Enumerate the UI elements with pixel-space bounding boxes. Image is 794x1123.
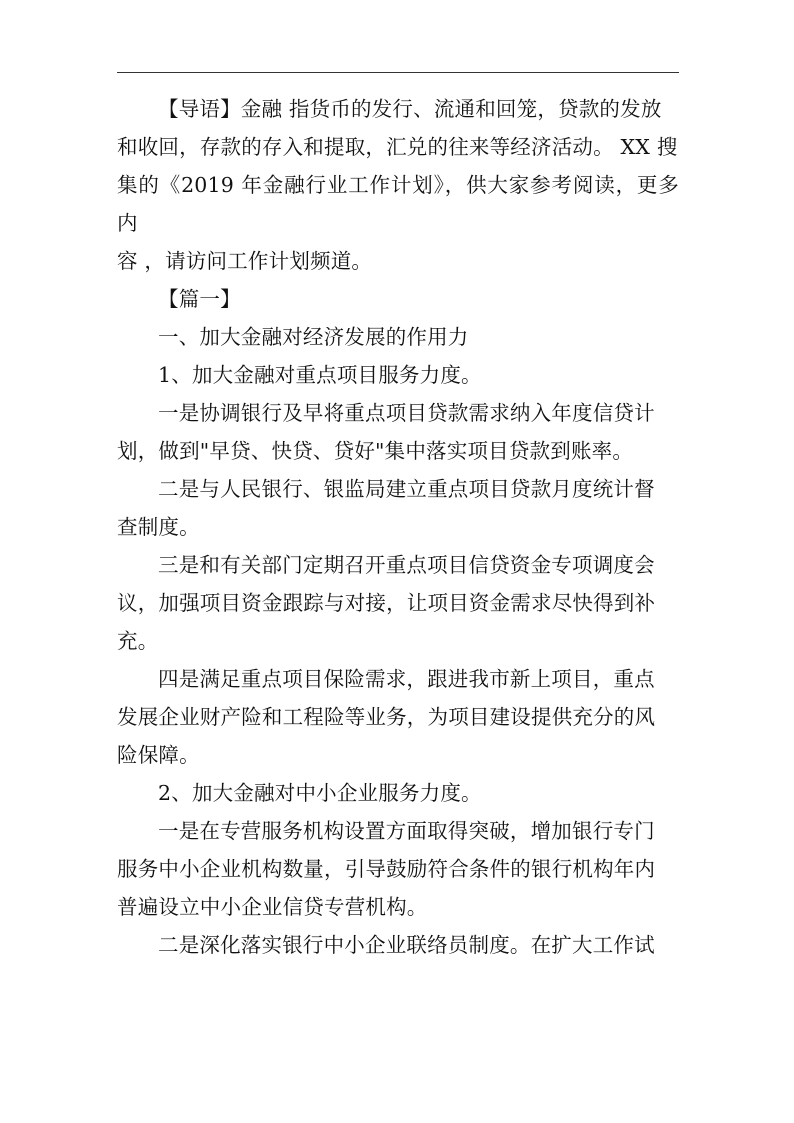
text-line: 三是和有关部门定期召开重点项目信贷资金专项调度会	[158, 553, 655, 577]
text-line: 充。	[117, 629, 159, 653]
text-line: 一是协调银行及早将重点项目贷款需求纳入年度信贷计	[158, 401, 655, 425]
text-line: 服务中小企业机构数量，引导鼓励符合条件的银行机构年内	[117, 857, 656, 881]
text-line: 发展企业财产险和工程险等业务，为项目建设提供充分的风	[117, 705, 656, 729]
header-rule	[117, 72, 679, 73]
text-line: 【篇一】	[158, 287, 241, 311]
text-line: 二是深化落实银行中小企业联络员制度。在扩大工作试	[158, 933, 655, 957]
text-line: 普遍设立中小企业信贷专营机构。	[117, 895, 428, 919]
document-body	[117, 90, 679, 964]
text-line: 议，加强项目资金跟踪与对接，让项目资金需求尽快得到补	[117, 591, 656, 615]
text-line: 【导语】金融 指货币的发行、流通和回笼，贷款的发放	[158, 97, 662, 121]
text-line: 和收回，存款的存入和提取，汇兑的往来等经济活动。 XX 搜	[117, 135, 678, 159]
text-line: 险保障。	[117, 743, 200, 767]
text-line: 2、加大金融对中小企业服务力度。	[158, 781, 482, 805]
text-line: 查制度。	[117, 515, 200, 539]
text-line: 二是与人民银行、银监局建立重点项目贷款月度统计督	[158, 477, 655, 501]
text-line: 1、加大金融对重点项目服务力度。	[158, 363, 482, 387]
text-line: 划，做到"早贷、快贷、贷好"集中落实项目贷款到账率。	[117, 439, 634, 463]
text-line: 一是在专营服务机构设置方面取得突破，增加银行专门	[158, 819, 655, 843]
text-line: 一、加大金融对经济发展的作用力	[158, 325, 469, 349]
text-line: 四是满足重点项目保险需求，跟进我市新上项目，重点	[158, 667, 655, 691]
text-line: 集的《2019 年金融行业工作计划》，供大家参考阅读，更多内	[117, 173, 679, 235]
text-line: 容 ，请访问工作计划频道。	[117, 249, 373, 273]
